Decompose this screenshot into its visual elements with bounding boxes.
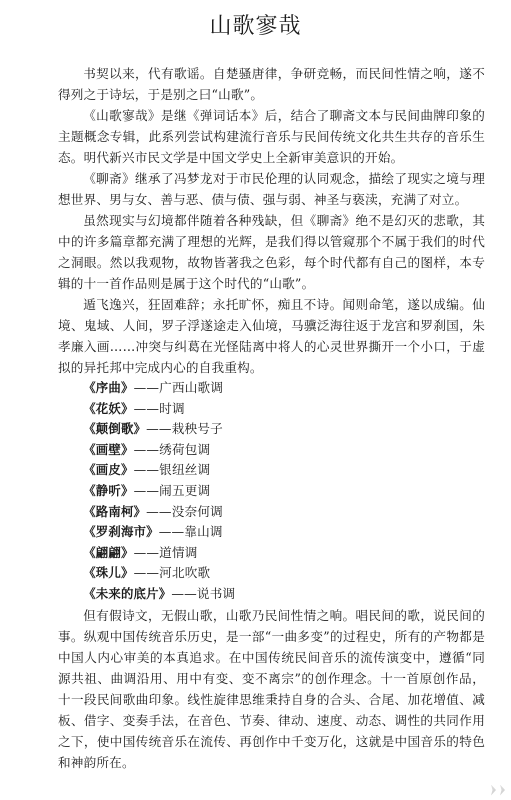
paragraph-5: 遁飞逸兴，狂固难辞；永托旷怀，痴且不诗。闻则命笔，遂以成编。仙境、鬼域、人间，罗子浮遂途走入仙境，马骥泛海往返于龙宫和罗刹国，朱孝廉入画……冲突与纠葛在光怪陆离中将人的心灵世界撕开一个小口，于虚拟的异托邦中完成内心的自我重构。: [58, 297, 485, 375]
list-item: [58, 481, 485, 502]
track-separator: ——: [158, 524, 185, 540]
track-title: 《序曲》: [83, 380, 134, 395]
list-item: [58, 563, 485, 584]
track-title: 《未来的底片》: [83, 585, 172, 601]
track-separator: ——: [133, 544, 160, 560]
paragraph-3: 《聊斋》继承了冯梦龙对于市民伦理的认同观念，描绘了现实之境与理想世界、男与女、善与恶、债与债、强与弱、神圣与亵渎，充满了对立。: [58, 171, 485, 207]
track-tune: 绣荷包调: [159, 441, 211, 457]
list-item: [58, 399, 485, 420]
track-title: 《画皮》: [83, 462, 134, 478]
chevron-right-icon: [500, 785, 505, 796]
chevron-right-icon: [491, 785, 496, 796]
track-title: 《静听》: [83, 482, 134, 498]
track-tune: 说书调: [196, 585, 236, 601]
list-item: [58, 378, 485, 399]
track-separator: ——: [133, 482, 160, 498]
track-title: 《路南柯》: [83, 503, 147, 519]
track-tune: 闹五更调: [159, 482, 211, 498]
tracklist: [58, 378, 485, 605]
track-separator: ——: [133, 400, 160, 416]
track-tune: 栽秧号子: [171, 421, 223, 437]
list-item: [58, 522, 485, 543]
paragraph-4: 虽然现实与幻境都伴随着各种残缺，但《聊斋》绝不是幻灭的悲歌，其中的许多篇章都充满了理想的光辉，是我们得以管窥那个不属于我们的时代之洞眼。然以我观物，故物皆著我之色彩，每个时代都有自己的图样，本专辑的十一首作品则是属于这个时代的“山歌”。: [58, 213, 485, 291]
track-tune: 靠山调: [184, 524, 223, 540]
track-separator: ——: [133, 380, 160, 395]
list-item: [58, 543, 485, 564]
paragraph-2: 《山歌寥哉》是继《弹词话本》后，结合了聊斋文本与民间曲牌印象的主题概念专辑，此系列尝试构建流行音乐与民间传统文化共生共存的音乐生态。明代新兴市民文学是中国文学史上全新审美意识的开始。: [58, 108, 485, 165]
document-body: [58, 63, 485, 773]
track-tune: 广西山歌调: [159, 380, 224, 395]
list-item: [58, 502, 485, 523]
track-title: 《画壁》: [83, 441, 134, 457]
track-separator: ——: [146, 503, 172, 519]
track-tune: 没奈何调: [171, 503, 223, 519]
track-tune: 时调: [159, 400, 185, 416]
track-tune: 银纽丝调: [159, 462, 211, 478]
list-item: [58, 440, 485, 461]
track-tune: 河北吹歌: [159, 565, 211, 581]
track-title: 《翩翩》: [83, 544, 134, 560]
track-title: 《颠倒歌》: [83, 421, 147, 437]
paragraph-6: 但有假诗文，无假山歌，山歌乃民间性情之响。唱民间的歌，说民间的事。纵观中国传统音乐历史，是一部“一曲多变”的过程史，所有的产物都是中国人内心审美的本真追求。在中国传统民间音乐的流传演变中，遵循“同源共祖、曲调沿用、用中有变、变不离宗”的创作理念。十一首原创作品，十一段民间歌曲印象。线性旋律思维秉持自身的合头、合尾、加花增值、减板、借字、变奏手法，在音色、节奏、律动、速度、动态、调性的共同作用之下，使中国传统音乐在流传、再创作中千变万化，这就是中国音乐的特色和神韵所在。: [58, 607, 485, 770]
list-item: [58, 584, 485, 605]
track-separator: ——: [133, 565, 160, 581]
list-item: [58, 460, 485, 481]
track-title: 《花妖》: [83, 400, 134, 416]
page-title: 山歌寥哉: [209, 14, 302, 39]
next-page-chevron-icon: [491, 783, 505, 797]
paragraph-1: 书契以来，代有歌谣。自楚骚唐律，争研竞畅，而民间性情之响，遂不得列之于诗坛，于是别之曰“山歌”。: [58, 66, 485, 102]
track-separator: ——: [146, 421, 172, 437]
list-item: [58, 419, 485, 440]
track-separator: ——: [133, 462, 160, 478]
track-separator: ——: [171, 585, 197, 601]
track-title: 《罗刹海市》: [83, 524, 159, 540]
track-title: 《珠儿》: [83, 565, 134, 581]
track-tune: 道情调: [159, 544, 198, 560]
track-separator: ——: [133, 441, 160, 457]
